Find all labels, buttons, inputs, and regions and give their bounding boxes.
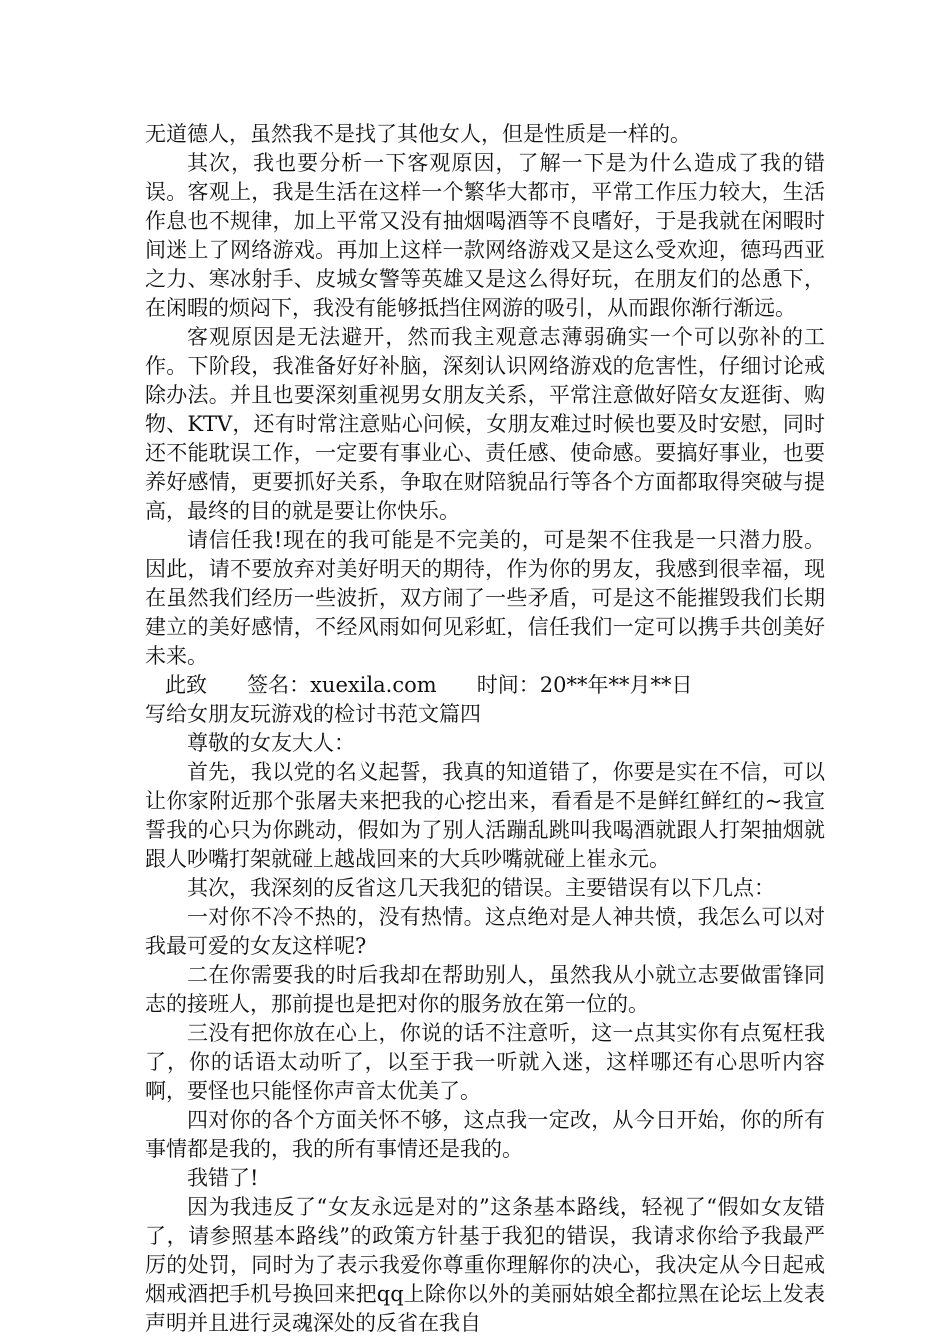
signature-closing: 此致 (165, 673, 208, 697)
paragraph-9: 三没有把你放在心上，你说的话不注意听，这一点其实你有点冤枉我了，你的话语太动听了，以至于我一听就入迷，这样哪还有心思听内容啊，要怪也只能怪你声音太优美了。 (145, 1021, 825, 1103)
section-title: 写给女朋友玩游戏的检讨书范文篇四 (145, 702, 481, 726)
paragraph-7: 一对你不冷不热的，没有热情。这点绝对是人神共愤，我怎么可以对我最可爱的女友这样呢? (145, 905, 825, 958)
paragraph-4: 请信任我!现在的我可能是不完美的，可是架不住我是一只潜力股。因此，请不要放弃对美好明天的期待，作为你的男友，我感到很幸福，现在虽然我们经历一些波折，双方闹了一些矛盾，可是这不能摧毁我们长期建立的美好感情，不经风雨如何见彩虹，信任我们一定可以携手共创美好未来。 (145, 528, 825, 668)
signature-line (145, 671, 825, 700)
paragraph-2: 其次，我也要分析一下客观原因，了解一下是为什么造成了我的错误。客观上，我是生活在这样一个繁华大都市，平常工作压力较大，生活作息也不规律，加上平常又没有抽烟喝酒等不良嗜好，于是我就在闲暇时间迷上了网络游戏。再加上这样一款网络游戏又是这么受欢迎，德玛西亚之力、寒冰射手、皮城女警等英雄又是这么得好玩，在朋友们的怂恿下，在闲暇的烦闷下，我没有能够抵挡住网游的吸引，从而跟你渐行渐远。 (145, 151, 825, 320)
signature-time-value: 20**年**月**日 (539, 673, 693, 697)
paragraph-5: 首先，我以党的名义起誓，我真的知道错了，你要是实在不信，可以让你家附近那个张屠夫来把我的心挖出来，看看是不是鲜红鲜红的~我宣誓我的心只为你跳动，假如为了别人活蹦乱跳叫我喝酒就跟人打架抽烟就跟人吵嘴打架就碰上越战回来的大兵吵嘴就碰上崔永元。 (145, 760, 825, 871)
paragraph-10: 四对你的各个方面关怀不够，这点我一定改，从今日开始，你的所有事情都是我的，我的所有事情还是我的。 (145, 1108, 825, 1161)
paragraph-6: 其次，我深刻的反省这几天我犯的错误。主要错误有以下几点： (187, 876, 775, 900)
signature-name-value: xuexila.com (310, 673, 437, 697)
signature-time-label: 时间： (476, 673, 540, 697)
paragraph-11: 我错了! (187, 1166, 259, 1190)
paragraph-8: 二在你需要我的时后我却在帮助别人，虽然我从小就立志要做雷锋同志的接班人，那前提也是把对你的服务放在第一位的。 (145, 963, 825, 1016)
paragraph-3: 客观原因是无法避开，然而我主观意志薄弱确实一个可以弥补的工作。下阶段，我准备好好补脑，深刻认识网络游戏的危害性，仔细讨论戒除办法。并且也要深刻重视男女朋友关系，平常注意做好陪女友逛街、购物、KTV，还有时常注意贴心问候，女朋友难过时候也要及时安慰，同时还不能耽误工作，一定要有事业心、责任感、使命感。要搞好事业，也要养好感情，更要抓好关系，争取在财陪貌品行等各个方面都取得突破与提高，最终的目的就是要让你快乐。 (145, 325, 825, 523)
signature-name-label: 签名： (247, 673, 311, 697)
paragraph-1: 无道德人，虽然我不是找了其他女人，但是性质是一样的。 (145, 122, 691, 146)
salutation: 尊敬的女友大人： (187, 731, 355, 755)
paragraph-12: 因为我违反了“女友永远是对的”这条基本路线，轻视了“假如女友错了，请参照基本路线”的政策方针基于我犯的错误，我请求你给予我最严厉的处罚，同时为了表示我爱你尊重你理解你的决心，我决定从今日起戒烟戒酒把手机号换回来把qq上除你以外的美丽姑娘全都拉黑在论坛上发表声明并且进行灵魂深处的反省在我自 (145, 1195, 825, 1335)
document-body (145, 120, 825, 1338)
